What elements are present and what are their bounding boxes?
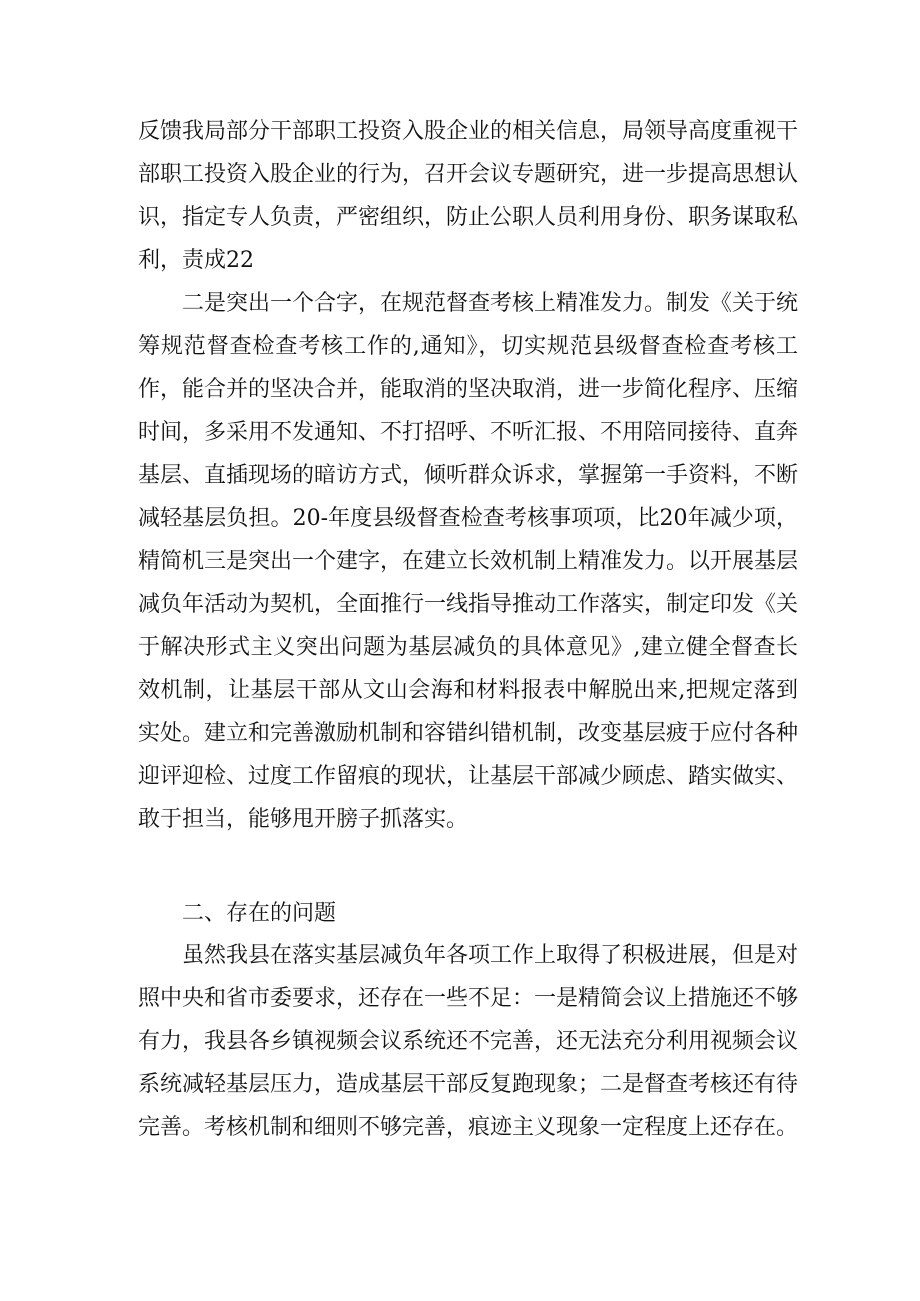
section-heading-problems: 二、存在的问题 <box>182 901 337 926</box>
paragraph-existing-problems: 虽然我县在落实基层减负年各项工作上取得了积极进展，但是对照中央和省市委要求，还存在一些不足：一是精简会议上措施还不够有力，我县各乡镇视频会议系统还不完善，还无法充分利用视频会议系统减轻基层压力，造成基层干部反复跑现象；二是督查考核还有待完善。考核机制和细则不够完善，痕迹主义现象一定程度上还存在。 <box>138 943 799 1140</box>
paragraph-investment-info: 反馈我局部分干部职工投资入股企业的相关信息，局领导高度重视干部职工投资入股企业的行为，召开会议专题研究，进一步提高思想认识，指定专人负责，严密组织，防止公职人员利用身份、职务谋取私利，责成22 <box>138 119 799 273</box>
paragraph-supervision-measures: 二是突出一个合字，在规范督查考核上精准发力。制发《关于统筹规范督查检查考核工作的,通知》，切实规范县级督查检查考核工作，能合并的坚决合并，能取消的坚决取消，进一步简化程序、压缩时间，多采用不发通知、不打招呼、不听汇报、不用陪同接待、直奔基层、直插现场的暗访方式，倾听群众诉求，掌握第一手资料，不断减轻基层负担。20-年度县级督查检查考核事项项，比20年减少项，精简机三是突出一个建字，在建立长效机制上精准发力。以开展基层减负年活动为契机，全面推行一线指导推动工作落实，制定印发《关于解决形式主义突出问题为基层减负的具体意见》,建立健全督查长效机制，让基层干部从文山会海和材料报表中解脱出来,把规定落到实处。建立和完善激励机制和容错纠错机制，改变基层疲于应付各种迎评迎检、过度工作留痕的现状，让基层干部减少顾虑、踏实做实、敢于担当，能够甩开膀子抓落实。 <box>138 291 799 832</box>
